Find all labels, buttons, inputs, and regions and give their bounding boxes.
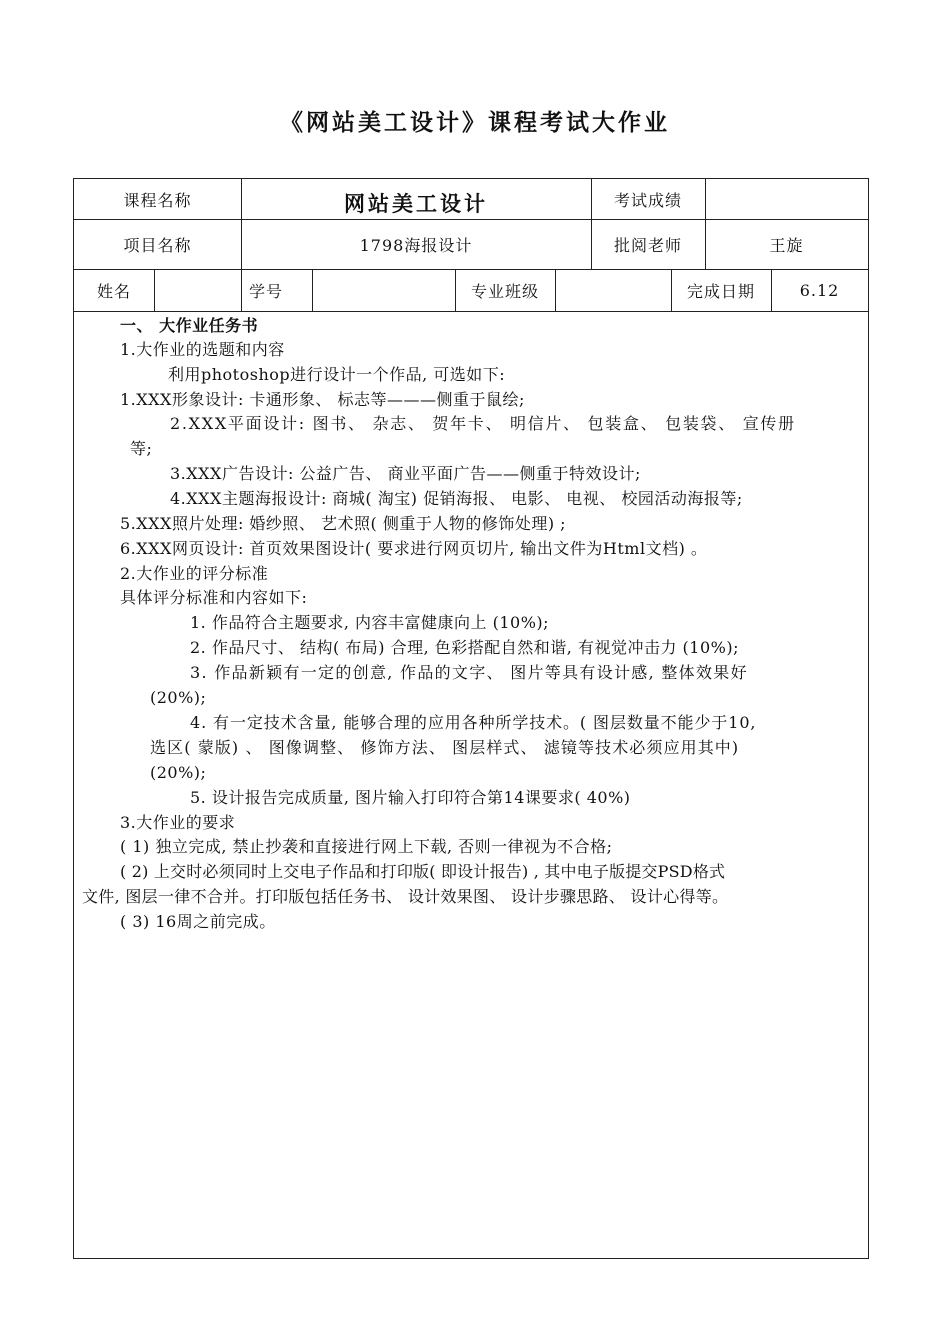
class-label: 专业班级 xyxy=(470,281,539,301)
project-name-label: 项目名称 xyxy=(123,235,192,255)
class-value xyxy=(555,269,671,311)
list-item: 4.XXX主题海报设计: 商城( 淘宝) 促销海报、 电影、 电视、 校园活动海报等; xyxy=(170,489,743,508)
course-name-label: 课程名称 xyxy=(123,190,192,210)
requirement-item-continued: 文件, 图层一律不合并。打印版包括任务书、 设计效果图、 设计步骤思路、 设计心得等。 xyxy=(82,887,729,906)
subheading: 1.大作业的选题和内容 xyxy=(120,340,285,359)
criteria-item: 5. 设计报告完成质量, 图片输入打印符合第14课要求( 40%) xyxy=(190,788,631,807)
exam-score-label: 考试成绩 xyxy=(613,190,682,210)
list-item: 1.XXX形象设计: 卡通形象、 标志等———侧重于鼠绘; xyxy=(120,390,525,409)
document-title: 《网站美工设计》课程考试大作业 xyxy=(280,109,670,136)
section-heading: 一、 大作业任务书 xyxy=(120,316,259,335)
completion-date-value: 6.12 xyxy=(799,280,840,300)
criteria-item-continued: 选区( 蒙版) 、 图像调整、 修饰方法、 图层样式、 滤镜等技术必须应用其中) xyxy=(150,738,740,757)
subheading: 2.大作业的评分标准 xyxy=(120,564,269,583)
criteria-item: 1. 作品符合主题要求, 内容丰富健康向上 (10%); xyxy=(190,613,550,632)
student-name-value xyxy=(154,269,241,311)
reviewer-label: 批阅老师 xyxy=(613,235,682,255)
paragraph-line: 利用photoshop进行设计一个作品, 可选如下: xyxy=(168,365,506,384)
requirement-item: ( 2) 上交时必须同时上交电子作品和打印版( 即设计报告) , 其中电子版提交PSD格式 xyxy=(120,862,726,881)
course-name-value: 网站美工设计 xyxy=(344,191,488,216)
completion-date-label: 完成日期 xyxy=(686,281,755,301)
student-id-label: 学号 xyxy=(249,281,284,301)
list-item: 6.XXX网页设计: 首页效果图设计( 要求进行网页切片, 输出文件为Html文档) 。 xyxy=(120,539,708,558)
list-item-continued: 等; xyxy=(130,439,153,458)
subheading: 3.大作业的要求 xyxy=(120,813,236,832)
criteria-item: 2. 作品尺寸、 结构( 布局) 合理, 色彩搭配自然和谐, 有视觉冲击力 (10%); xyxy=(190,638,739,657)
list-item: 3.XXX广告设计: 公益广告、 商业平面广告——侧重于特效设计; xyxy=(170,464,641,483)
criteria-item-continued: (20%); xyxy=(150,688,207,707)
paragraph-line: 具体评分标准和内容如下: xyxy=(120,588,308,607)
student-name-label: 姓名 xyxy=(96,281,131,301)
list-item: 5.XXX照片处理: 婚纱照、 艺术照( 侧重于人物的修饰处理) ; xyxy=(120,514,567,533)
list-item: 2.XXX平面设计: 图书、 杂志、 贺年卡、 明信片、 包装盒、 包装袋、 宣传册 xyxy=(170,414,796,433)
project-name-value: 1798海报设计 xyxy=(359,235,473,255)
exam-score-value xyxy=(705,179,868,219)
criteria-item: 3. 作品新颖有一定的创意, 作品的文字、 图片等具有设计感, 整体效果好 xyxy=(190,663,748,682)
requirement-item: ( 1) 独立完成, 禁止抄袭和直接进行网上下载, 否则一律视为不合格; xyxy=(120,837,613,856)
row-divider xyxy=(74,311,868,312)
reviewer-value: 王旋 xyxy=(769,235,804,255)
criteria-item-continued: (20%); xyxy=(150,763,207,782)
requirement-item: ( 3) 16周之前完成。 xyxy=(120,912,276,931)
criteria-item: 4. 有一定技术含量, 能够合理的应用各种所学技术。( 图层数量不能少于10, xyxy=(190,713,757,732)
student-id-value xyxy=(312,269,455,311)
